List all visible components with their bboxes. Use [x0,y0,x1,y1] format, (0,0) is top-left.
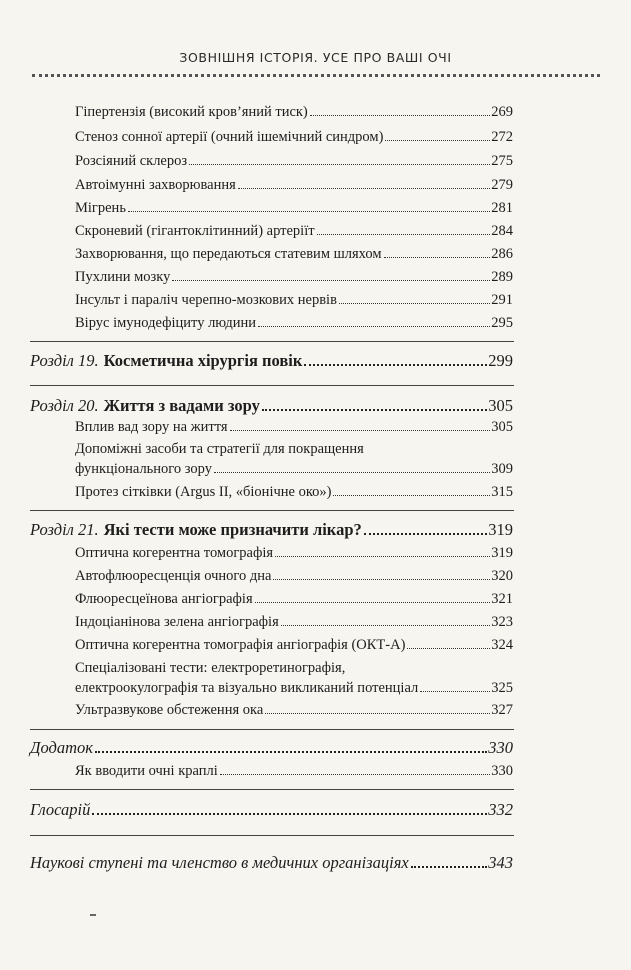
toc-entry-aids-strategies[interactable] [75,461,513,478]
dot-leader [364,533,488,535]
toc-entry-stroke[interactable] [75,292,513,309]
toc-page-number: 305 [491,419,513,435]
chapter-title: Косметична хірургія повік [103,351,303,370]
toc-page-number: 327 [491,702,513,718]
dot-leader [189,164,490,165]
section-divider [30,341,514,342]
dot-leader [339,303,490,304]
dot-leader [95,751,487,753]
toc-page-number: 321 [491,591,513,607]
toc-degrees[interactable] [30,853,513,873]
section-divider [30,510,514,511]
toc-page-number: 330 [488,738,513,757]
toc-entry-label: Гіпертензія (високий кров’яний тиск) [75,104,308,120]
toc-page-number: 330 [491,763,513,779]
toc-page-number: 319 [491,545,513,561]
toc-page-number: 323 [491,614,513,630]
toc-page-number: 291 [491,292,513,308]
toc-entry-brain-tumors[interactable] [75,269,513,286]
dot-leader [317,234,491,235]
dot-leader [281,625,490,626]
dot-leader [385,140,490,141]
appendix-title: Додаток [30,738,94,757]
toc-entry-icg[interactable] [75,614,513,631]
dot-leader [265,713,490,714]
toc-page-number: 269 [491,104,513,120]
toc-entry-label: Флюоресцеїнова ангіографія [75,591,253,607]
toc-entry-label: Автофлюоресценція очного дна [75,568,272,584]
dot-leader [128,211,490,212]
chapter-number: Розділ 21. [30,520,99,539]
toc-page-number: 319 [488,520,513,539]
toc-entry-label: Оптична когерентна томографія ангіографія (ОКТ-А) [75,637,406,653]
section-divider [30,385,514,386]
toc-entry-label: Як вводити очні краплі [75,763,218,779]
toc-page-number: 315 [491,484,513,500]
running-header: ЗОВНІШНЯ ІСТОРІЯ. УСЕ ПРО ВАШІ ОЧІ [179,50,452,65]
toc-entry-migraine[interactable] [75,200,513,217]
toc-page-number: 320 [491,568,513,584]
toc-entry-eye-drops[interactable] [75,763,513,780]
toc-entry-label: Розсіяний склероз [75,153,188,169]
toc-entry-label-line2: функціонального зору [75,461,212,477]
dot-leader [411,866,488,868]
toc-entry-std[interactable] [75,246,513,263]
toc-page-number: 295 [491,315,513,331]
toc-entry-label: Пухлини мозку [75,269,171,285]
toc-entry-retinal-prosthesis[interactable] [75,484,513,501]
toc-entry-label: Мігрень [75,200,126,216]
toc-page-number: 275 [491,153,513,169]
toc-page-number: 289 [491,269,513,285]
toc-entry-oct-a[interactable] [75,637,513,654]
toc-entry-label: Скроневий (гігантоклітинний) артеріїт [75,223,315,239]
toc-entry-label: Протез сітківки (Argus II, «біонічне око») [75,484,332,500]
toc-page-number: 272 [491,129,513,145]
toc-entry-carotid-stenosis[interactable] [75,129,513,146]
dot-leader [172,280,490,281]
dot-leader [333,495,490,496]
glossary-title: Глосарій [30,800,91,819]
dot-leader [304,364,487,366]
toc-page-number: 279 [491,177,513,193]
toc-page-number: 343 [488,853,513,872]
toc-entry-label-line1[interactable]: Спеціалізовані тести: електроретинографія, [75,660,346,676]
toc-page-number: 309 [491,461,513,477]
degrees-title: Наукові ступені та членство в медичних організаціях [30,853,409,872]
section-divider [30,789,514,790]
toc-entry-autofluorescence[interactable] [75,568,513,585]
section-divider [30,835,514,836]
toc-entry-label: Індоціанінова зелена ангіографія [75,614,279,630]
dot-leader [258,326,490,327]
dot-leader [238,188,490,189]
dot-leader [384,257,491,258]
page-mark [90,914,96,916]
toc-entry-ultrasound[interactable] [75,702,513,719]
dot-leader [92,813,487,815]
toc-glossary[interactable] [30,800,513,820]
dot-leader [273,579,490,580]
toc-entry-label-line1[interactable]: Допоміжні засоби та стратегії для покращення [75,441,364,457]
toc-page-number: 305 [488,396,513,415]
toc-entry-oct[interactable] [75,545,513,562]
dot-leader [310,115,490,116]
toc-entry-temporal-arteritis[interactable] [75,223,513,240]
section-divider [30,729,514,730]
toc-entry-label: Автоімунні захворювання [75,177,236,193]
chapter-number: Розділ 20. [30,396,99,415]
dot-leader [420,691,490,692]
toc-page-number: 299 [488,351,513,370]
toc-page-number: 286 [491,246,513,262]
toc-page-number: 281 [491,200,513,216]
dot-leader [275,556,490,557]
toc-entry-fluorescein[interactable] [75,591,513,608]
toc-chapter-20[interactable] [30,396,513,416]
toc-page-number: 324 [491,637,513,653]
dot-leader [230,430,491,431]
toc-entry-special-tests[interactable] [75,680,513,697]
toc-page-number: 325 [491,680,513,696]
toc-entry-label-line2: електроокулографія та візуально викликаний потенціал [75,680,419,696]
chapter-title: Які тести може призначити лікар? [103,520,362,539]
dot-leader [220,774,490,775]
chapter-number: Розділ 19. [30,351,99,370]
toc-entry-label: Інсульт і параліч черепно-мозкових нервів [75,292,337,308]
dot-leader [255,602,491,603]
toc-page-number: 284 [491,223,513,239]
dot-leader [407,648,490,649]
toc-chapter-19[interactable] [30,351,513,371]
toc-entry-hypertension[interactable] [75,104,513,121]
toc-entry-label: Стеноз сонної артерії (очний ішемічний синдром) [75,129,384,145]
toc-entry-label: Вплив вад зору на життя [75,419,228,435]
chapter-title: Життя з вадами зору [103,396,260,415]
toc-entry-multiple-sclerosis[interactable] [75,153,513,170]
toc-chapter-21[interactable] [30,520,513,540]
dot-leader [262,409,487,411]
toc-entry-hiv[interactable] [75,315,513,332]
toc-page-number: 332 [488,800,513,819]
toc-entry-label: Вірус імунодефіциту людини [75,315,257,331]
toc-entry-autoimmune[interactable] [75,177,513,194]
toc-entry-label: Ультразвукове обстеження ока [75,702,264,718]
toc-entry-label: Захворювання, що передаються статевим шляхом [75,246,382,262]
toc-entry-vision-impact[interactable] [75,419,513,436]
dot-leader [214,472,490,473]
toc-appendix[interactable] [30,738,513,758]
toc-entry-label: Оптична когерентна томографія [75,545,274,561]
